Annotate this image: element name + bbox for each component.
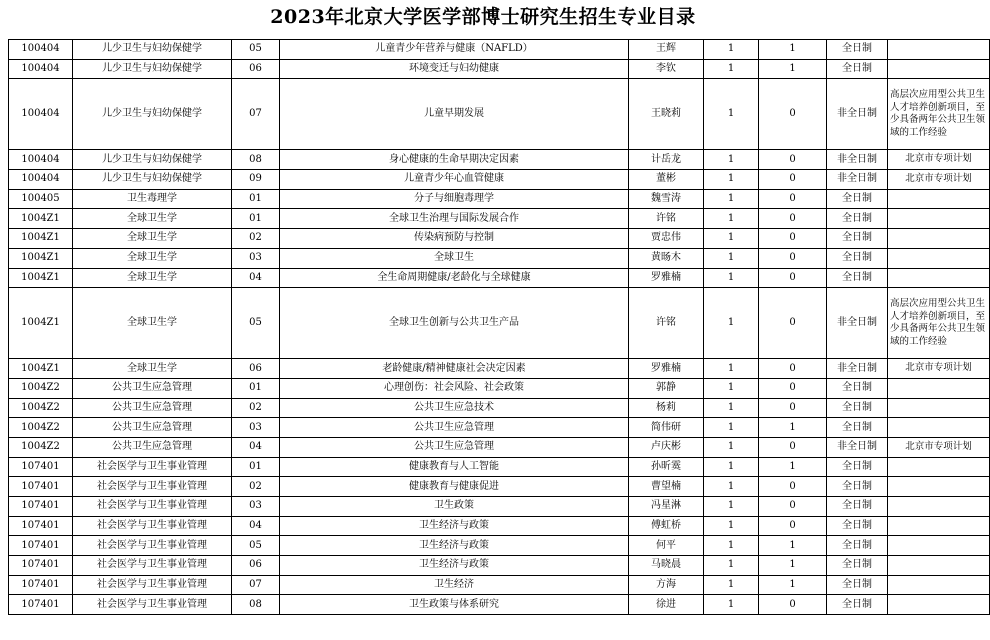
research-direction-cell: 身心健康的生命早期决定因素 [280, 150, 629, 170]
research-direction-cell: 卫生经济与政策 [280, 516, 629, 536]
quota-count-cell: 1 [704, 418, 759, 438]
quota-count-cell: 1 [704, 79, 759, 150]
major-code-cell: 107401 [9, 457, 73, 477]
quota-count-cell: 1 [704, 229, 759, 249]
major-code-cell: 100404 [9, 79, 73, 150]
major-code-cell: 1004Z1 [9, 209, 73, 229]
quota-count-cell: 1 [704, 457, 759, 477]
supervisor-name-cell: 徐进 [629, 595, 704, 615]
program-catalog-table [8, 39, 990, 615]
study-mode-cell: 全日制 [827, 248, 888, 268]
major-name-cell: 社会医学与卫生事业管理 [73, 556, 232, 576]
supervisor-name-cell: 方海 [629, 575, 704, 595]
supervisor-name-cell: 罗雅楠 [629, 359, 704, 379]
direction-number-cell: 05 [232, 288, 280, 359]
supervisor-name-cell: 卢庆彬 [629, 437, 704, 457]
direction-number-cell: 08 [232, 150, 280, 170]
major-name-cell: 全球卫生学 [73, 209, 232, 229]
major-name-cell: 公共卫生应急管理 [73, 398, 232, 418]
research-direction-cell: 公共卫生应急技术 [280, 398, 629, 418]
exam-count-cell: 1 [759, 40, 827, 60]
quota-count-cell: 1 [704, 40, 759, 60]
major-name-cell: 社会医学与卫生事业管理 [73, 497, 232, 517]
major-code-cell: 107401 [9, 497, 73, 517]
study-mode-cell: 非全日制 [827, 79, 888, 150]
direction-number-cell: 01 [232, 189, 280, 209]
major-code-cell: 1004Z2 [9, 418, 73, 438]
major-code-cell: 107401 [9, 556, 73, 576]
quota-count-cell: 1 [704, 575, 759, 595]
supervisor-name-cell: 孙昕霙 [629, 457, 704, 477]
exam-count-cell: 1 [759, 59, 827, 79]
quota-count-cell: 1 [704, 516, 759, 536]
major-code-cell: 1004Z1 [9, 268, 73, 288]
study-mode-cell: 全日制 [827, 497, 888, 517]
remarks-cell [888, 189, 990, 209]
supervisor-name-cell: 马晓晨 [629, 556, 704, 576]
study-mode-cell: 非全日制 [827, 359, 888, 379]
study-mode-cell: 全日制 [827, 59, 888, 79]
table-row [9, 170, 990, 190]
research-direction-cell: 儿童青少年心血管健康 [280, 170, 629, 190]
direction-number-cell: 01 [232, 378, 280, 398]
research-direction-cell: 健康教育与人工智能 [280, 457, 629, 477]
study-mode-cell: 全日制 [827, 209, 888, 229]
exam-count-cell: 0 [759, 398, 827, 418]
major-name-cell: 社会医学与卫生事业管理 [73, 457, 232, 477]
direction-number-cell: 02 [232, 477, 280, 497]
remarks-cell [888, 418, 990, 438]
table-row [9, 40, 990, 60]
research-direction-cell: 卫生政策 [280, 497, 629, 517]
exam-count-cell: 1 [759, 536, 827, 556]
remarks-cell [888, 595, 990, 615]
table-row [9, 150, 990, 170]
remarks-cell [888, 248, 990, 268]
major-name-cell: 公共卫生应急管理 [73, 418, 232, 438]
research-direction-cell: 公共卫生应急管理 [280, 437, 629, 457]
remarks-cell: 北京市专项计划 [888, 170, 990, 190]
study-mode-cell: 全日制 [827, 418, 888, 438]
exam-count-cell: 0 [759, 595, 827, 615]
study-mode-cell: 全日制 [827, 189, 888, 209]
study-mode-cell: 全日制 [827, 516, 888, 536]
major-code-cell: 1004Z1 [9, 359, 73, 379]
remarks-cell: 北京市专项计划 [888, 437, 990, 457]
direction-number-cell: 02 [232, 398, 280, 418]
remarks-cell [888, 229, 990, 249]
direction-number-cell: 05 [232, 40, 280, 60]
table-row [9, 595, 990, 615]
research-direction-cell: 健康教育与健康促进 [280, 477, 629, 497]
remarks-cell [888, 536, 990, 556]
supervisor-name-cell: 董彬 [629, 170, 704, 190]
remarks-cell [888, 59, 990, 79]
study-mode-cell: 非全日制 [827, 170, 888, 190]
quota-count-cell: 1 [704, 359, 759, 379]
major-name-cell: 公共卫生应急管理 [73, 378, 232, 398]
research-direction-cell: 全球卫生 [280, 248, 629, 268]
research-direction-cell: 环境变迁与妇幼健康 [280, 59, 629, 79]
direction-number-cell: 04 [232, 516, 280, 536]
quota-count-cell: 1 [704, 556, 759, 576]
table-row [9, 268, 990, 288]
direction-number-cell: 03 [232, 418, 280, 438]
table-row [9, 497, 990, 517]
direction-number-cell: 03 [232, 497, 280, 517]
exam-count-cell: 0 [759, 268, 827, 288]
table-row [9, 229, 990, 249]
direction-number-cell: 01 [232, 209, 280, 229]
exam-count-cell: 0 [759, 229, 827, 249]
major-code-cell: 107401 [9, 536, 73, 556]
exam-count-cell: 0 [759, 288, 827, 359]
study-mode-cell: 全日制 [827, 556, 888, 576]
study-mode-cell: 全日制 [827, 398, 888, 418]
major-name-cell: 儿少卫生与妇幼保健学 [73, 170, 232, 190]
study-mode-cell: 全日制 [827, 575, 888, 595]
remarks-cell [888, 378, 990, 398]
table-row [9, 59, 990, 79]
table-row [9, 398, 990, 418]
major-code-cell: 107401 [9, 575, 73, 595]
research-direction-cell: 全球卫生创新与公共卫生产品 [280, 288, 629, 359]
supervisor-name-cell: 冯星淋 [629, 497, 704, 517]
table-row [9, 516, 990, 536]
research-direction-cell: 老龄健康/精神健康社会决定因素 [280, 359, 629, 379]
research-direction-cell: 卫生经济与政策 [280, 536, 629, 556]
study-mode-cell: 非全日制 [827, 288, 888, 359]
major-name-cell: 儿少卫生与妇幼保健学 [73, 79, 232, 150]
supervisor-name-cell: 黄旸木 [629, 248, 704, 268]
major-name-cell: 社会医学与卫生事业管理 [73, 595, 232, 615]
table-row [9, 556, 990, 576]
major-code-cell: 100404 [9, 150, 73, 170]
major-name-cell: 全球卫生学 [73, 248, 232, 268]
major-code-cell: 100404 [9, 40, 73, 60]
major-code-cell: 100404 [9, 59, 73, 79]
table-row [9, 477, 990, 497]
table-row [9, 209, 990, 229]
study-mode-cell: 全日制 [827, 457, 888, 477]
major-code-cell: 1004Z1 [9, 248, 73, 268]
research-direction-cell: 卫生政策与体系研究 [280, 595, 629, 615]
research-direction-cell: 全球卫生治理与国际发展合作 [280, 209, 629, 229]
remarks-cell [888, 40, 990, 60]
quota-count-cell: 1 [704, 398, 759, 418]
remarks-cell [888, 268, 990, 288]
direction-number-cell: 04 [232, 437, 280, 457]
exam-count-cell: 0 [759, 477, 827, 497]
direction-number-cell: 06 [232, 556, 280, 576]
study-mode-cell: 全日制 [827, 40, 888, 60]
exam-count-cell: 1 [759, 457, 827, 477]
direction-number-cell: 01 [232, 457, 280, 477]
supervisor-name-cell: 贾忠伟 [629, 229, 704, 249]
major-name-cell: 全球卫生学 [73, 229, 232, 249]
exam-count-cell: 0 [759, 209, 827, 229]
major-code-cell: 1004Z2 [9, 398, 73, 418]
study-mode-cell: 全日制 [827, 378, 888, 398]
direction-number-cell: 02 [232, 229, 280, 249]
major-name-cell: 儿少卫生与妇幼保健学 [73, 40, 232, 60]
major-name-cell: 儿少卫生与妇幼保健学 [73, 150, 232, 170]
table-row [9, 189, 990, 209]
major-name-cell: 卫生毒理学 [73, 189, 232, 209]
exam-count-cell: 1 [759, 418, 827, 438]
exam-count-cell: 1 [759, 575, 827, 595]
direction-number-cell: 09 [232, 170, 280, 190]
table-row [9, 437, 990, 457]
direction-number-cell: 06 [232, 59, 280, 79]
research-direction-cell: 全生命周期健康/老龄化与全球健康 [280, 268, 629, 288]
direction-number-cell: 08 [232, 595, 280, 615]
exam-count-cell: 0 [759, 516, 827, 536]
major-name-cell: 全球卫生学 [73, 268, 232, 288]
major-name-cell: 社会医学与卫生事业管理 [73, 516, 232, 536]
remarks-cell: 北京市专项计划 [888, 150, 990, 170]
exam-count-cell: 0 [759, 79, 827, 150]
research-direction-cell: 儿童青少年营养与健康（NAFLD） [280, 40, 629, 60]
major-name-cell: 社会医学与卫生事业管理 [73, 575, 232, 595]
direction-number-cell: 06 [232, 359, 280, 379]
exam-count-cell: 0 [759, 189, 827, 209]
remarks-cell [888, 556, 990, 576]
exam-count-cell: 0 [759, 150, 827, 170]
study-mode-cell: 全日制 [827, 268, 888, 288]
remarks-cell [888, 209, 990, 229]
supervisor-name-cell: 简伟研 [629, 418, 704, 438]
supervisor-name-cell: 魏雪涛 [629, 189, 704, 209]
quota-count-cell: 1 [704, 189, 759, 209]
major-name-cell: 全球卫生学 [73, 288, 232, 359]
supervisor-name-cell: 李钦 [629, 59, 704, 79]
research-direction-cell: 分子与细胞毒理学 [280, 189, 629, 209]
table-row [9, 248, 990, 268]
study-mode-cell: 全日制 [827, 536, 888, 556]
major-code-cell: 100405 [9, 189, 73, 209]
supervisor-name-cell: 曹望楠 [629, 477, 704, 497]
table-row [9, 79, 990, 150]
exam-count-cell: 0 [759, 497, 827, 517]
quota-count-cell: 1 [704, 268, 759, 288]
major-code-cell: 100404 [9, 170, 73, 190]
direction-number-cell: 07 [232, 79, 280, 150]
supervisor-name-cell: 何平 [629, 536, 704, 556]
table-row [9, 418, 990, 438]
supervisor-name-cell: 罗雅楠 [629, 268, 704, 288]
research-direction-cell: 儿童早期发展 [280, 79, 629, 150]
table-row [9, 536, 990, 556]
quota-count-cell: 1 [704, 378, 759, 398]
major-name-cell: 社会医学与卫生事业管理 [73, 477, 232, 497]
remarks-cell: 高层次应用型公共卫生人才培养创新项目，至少具备两年公共卫生领域的工作经验 [888, 79, 990, 150]
quota-count-cell: 1 [704, 209, 759, 229]
major-name-cell: 全球卫生学 [73, 359, 232, 379]
direction-number-cell: 05 [232, 536, 280, 556]
supervisor-name-cell: 杨莉 [629, 398, 704, 418]
direction-number-cell: 03 [232, 248, 280, 268]
research-direction-cell: 传染病预防与控制 [280, 229, 629, 249]
study-mode-cell: 全日制 [827, 229, 888, 249]
remarks-cell: 高层次应用型公共卫生人才培养创新项目，至少具备两年公共卫生领域的工作经验 [888, 288, 990, 359]
table-row [9, 359, 990, 379]
study-mode-cell: 非全日制 [827, 150, 888, 170]
direction-number-cell: 04 [232, 268, 280, 288]
major-name-cell: 儿少卫生与妇幼保健学 [73, 59, 232, 79]
major-code-cell: 107401 [9, 477, 73, 497]
page-title: 2023年北京大学医学部博士研究生招生专业目录 [270, 6, 696, 28]
quota-count-cell: 1 [704, 288, 759, 359]
exam-count-cell: 0 [759, 378, 827, 398]
supervisor-name-cell: 许铭 [629, 288, 704, 359]
supervisor-name-cell: 王晓莉 [629, 79, 704, 150]
major-name-cell: 公共卫生应急管理 [73, 437, 232, 457]
catalog-body [9, 40, 990, 615]
supervisor-name-cell: 许铭 [629, 209, 704, 229]
remarks-cell [888, 457, 990, 477]
research-direction-cell: 卫生经济 [280, 575, 629, 595]
major-code-cell: 1004Z2 [9, 437, 73, 457]
major-code-cell: 107401 [9, 595, 73, 615]
exam-count-cell: 1 [759, 556, 827, 576]
remarks-cell [888, 477, 990, 497]
remarks-cell [888, 516, 990, 536]
quota-count-cell: 1 [704, 536, 759, 556]
supervisor-name-cell: 傅虹桥 [629, 516, 704, 536]
supervisor-name-cell: 王辉 [629, 40, 704, 60]
quota-count-cell: 1 [704, 497, 759, 517]
quota-count-cell: 1 [704, 170, 759, 190]
quota-count-cell: 1 [704, 248, 759, 268]
remarks-cell: 北京市专项计划 [888, 359, 990, 379]
major-code-cell: 107401 [9, 516, 73, 536]
supervisor-name-cell: 郭静 [629, 378, 704, 398]
table-row [9, 575, 990, 595]
exam-count-cell: 0 [759, 248, 827, 268]
table-row [9, 378, 990, 398]
major-code-cell: 1004Z2 [9, 378, 73, 398]
supervisor-name-cell: 计岳龙 [629, 150, 704, 170]
study-mode-cell: 全日制 [827, 595, 888, 615]
research-direction-cell: 卫生经济与政策 [280, 556, 629, 576]
research-direction-cell: 公共卫生应急管理 [280, 418, 629, 438]
study-mode-cell: 全日制 [827, 477, 888, 497]
direction-number-cell: 07 [232, 575, 280, 595]
exam-count-cell: 0 [759, 170, 827, 190]
research-direction-cell: 心理创伤：社会风险、社会政策 [280, 378, 629, 398]
quota-count-cell: 1 [704, 437, 759, 457]
quota-count-cell: 1 [704, 59, 759, 79]
quota-count-cell: 1 [704, 595, 759, 615]
quota-count-cell: 1 [704, 150, 759, 170]
major-code-cell: 1004Z1 [9, 229, 73, 249]
study-mode-cell: 非全日制 [827, 437, 888, 457]
remarks-cell [888, 575, 990, 595]
major-name-cell: 社会医学与卫生事业管理 [73, 536, 232, 556]
table-row [9, 457, 990, 477]
remarks-cell [888, 497, 990, 517]
remarks-cell [888, 398, 990, 418]
major-code-cell: 1004Z1 [9, 288, 73, 359]
table-row [9, 288, 990, 359]
exam-count-cell: 0 [759, 437, 827, 457]
exam-count-cell: 0 [759, 359, 827, 379]
quota-count-cell: 1 [704, 477, 759, 497]
